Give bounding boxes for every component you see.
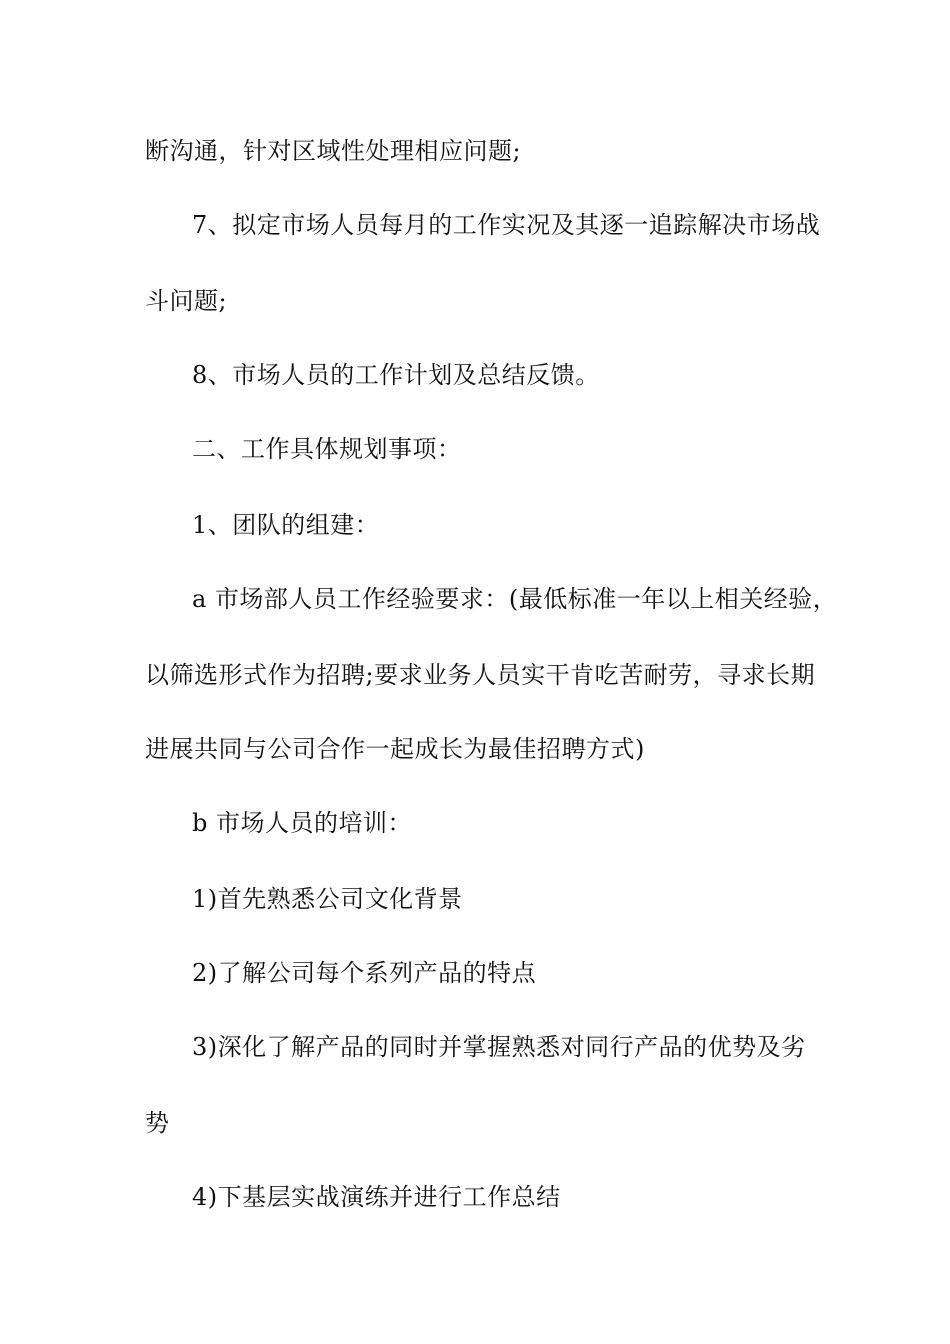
- paragraph-line: 斗问题;: [145, 287, 228, 315]
- paragraph-line: 7、拟定市场人员每月的工作实况及其逐一追踪解决市场战: [192, 211, 821, 239]
- list-item: 2)了解公司每个系列产品的特点: [192, 959, 537, 987]
- paragraph-line: 断沟通，针对区域性处理相应问题;: [145, 137, 522, 165]
- paragraph-line: b 市场人员的培训：: [192, 809, 412, 837]
- subsection-heading: 1、团队的组建：: [192, 511, 380, 539]
- list-item: 1)首先熟悉公司文化背景: [192, 885, 463, 913]
- paragraph-line: 进展共同与公司合作一起成长为最佳招聘方式): [145, 735, 645, 763]
- paragraph-line: 以筛选形式作为招聘;要求业务人员实干肯吃苦耐劳，寻求长期: [145, 661, 816, 689]
- section-heading: 二、工作具体规划事项：: [192, 435, 462, 463]
- paragraph-line: 8、市场人员的工作计划及总结反馈。: [192, 361, 600, 389]
- paragraph-line: a 市场部人员工作经验要求：(最低标准一年以上相关经验，: [192, 585, 838, 613]
- list-item-continuation: 势: [145, 1109, 170, 1137]
- list-item: 4)下基层实战演练并进行工作总结: [192, 1183, 561, 1211]
- list-item: 3)深化了解产品的同时并掌握熟悉对同行产品的优势及劣: [192, 1033, 806, 1061]
